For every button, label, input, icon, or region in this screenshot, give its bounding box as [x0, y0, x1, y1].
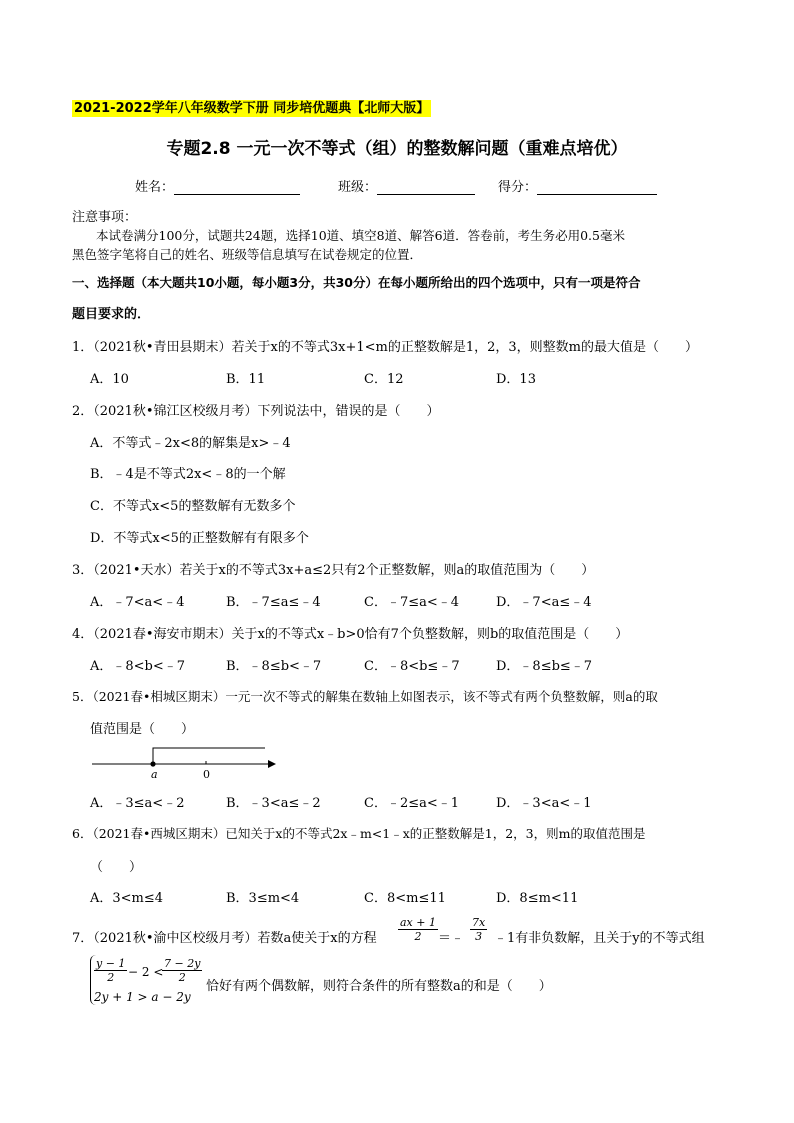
page-title: 专题2.8 一元一次不等式（组）的整数解问题（重难点培优）: [166, 139, 628, 159]
q7-system-fraction-2: [162, 957, 202, 984]
q7-system-fraction-1-numerator: y − 1: [96, 957, 126, 970]
point-a-dot: [150, 761, 155, 766]
q2-option-b[interactable]: B．﹣4是不等式2x<﹣8的一个解: [90, 467, 286, 482]
section1-heading-line-1: 一、选择题（本大题共10小题，每小题3分，共30分）在每小题所给出的四个选项中，只有一项是符合: [72, 275, 641, 290]
q3-option-a[interactable]: A．﹣7<a<﹣4: [90, 595, 185, 610]
name-field[interactable]: [135, 176, 300, 195]
q1-option-c[interactable]: C．12: [364, 372, 404, 387]
q7-stem-tail: 恰好有两个偶数解，则符合条件的所有整数a的和是（ ）: [206, 979, 552, 994]
q5-option-c[interactable]: C．﹣2≤a<﹣1: [364, 796, 460, 811]
q7-system-fraction-2-numerator: 7 − 2y: [164, 957, 201, 970]
q7-system-fraction-1: [94, 957, 127, 984]
q2-option-a[interactable]: A．不等式﹣2x<8的解集是x>﹣4: [90, 436, 291, 451]
q7-system-middle: − 2 <: [128, 965, 164, 979]
q7-system-fraction-2-denominator: 2: [178, 971, 186, 984]
q1-option-b[interactable]: B．11: [226, 372, 266, 387]
q7-system-fraction-1-denominator: 2: [107, 971, 115, 984]
q7-stem-middle: ﹣1有非负数解，且关于y的不等式组: [494, 931, 705, 946]
q6-stem-line-2: （ ）: [90, 860, 143, 875]
score-label: 得分：: [498, 180, 538, 195]
name-label: 姓名：: [135, 180, 175, 195]
q7-fraction-1-denominator: 2: [414, 930, 422, 943]
series-header: 2021-2022学年八年级数学下册 同步培优题典【北师大版】: [74, 101, 430, 116]
q7-fraction-2-numerator: 7x: [472, 916, 486, 929]
axis-label-zero: 0: [203, 768, 210, 781]
q4-stem: 4．（2021春•海安市期末）关于x的不等式x﹣b>0恰有7个负整数解，则b的取值范围是（ ）: [72, 627, 629, 642]
q4-option-d[interactable]: D．﹣8≤b≤﹣7: [496, 659, 593, 674]
q2-option-d[interactable]: D．不等式x<5的正整数解有有限多个: [90, 531, 309, 546]
section1-heading-line-2: 题目要求的．: [72, 307, 151, 322]
q7-stem-equals: ＝﹣: [438, 931, 465, 946]
q4-option-c[interactable]: C．﹣8<b≤﹣7: [364, 659, 460, 674]
class-field[interactable]: [338, 176, 475, 195]
q1-option-d[interactable]: D．13: [496, 372, 536, 387]
number-line-figure: [92, 742, 276, 782]
q6-option-d[interactable]: D．8≤m<11: [496, 891, 579, 906]
q7-stem-start: 7．（2021秋•渝中区校级月考）若数a使关于x的方程: [72, 931, 377, 946]
q4-option-b[interactable]: B．﹣8≤b<﹣7: [226, 659, 322, 674]
q6-stem-line-1: 6．（2021春•西城区期末）已知关于x的不等式2x﹣m<1﹣x的正整数解是1，2，3，则m的取值范围是: [72, 826, 646, 841]
q3-stem: 3．（2021•天水）若关于x的不等式3x+a≤2只有2个正整数解，则a的取值范围为（ ）: [72, 563, 595, 578]
q5-stem-line-2: 值范围是（ ）: [90, 722, 195, 737]
q7-fraction-1-numerator: ax + 1: [400, 916, 436, 929]
q3-option-c[interactable]: C．﹣7≤a<﹣4: [364, 595, 460, 610]
q4-option-a[interactable]: A．﹣8<b<﹣7: [90, 659, 186, 674]
q2-stem: 2．（2021秋•锦江区校级月考）下列说法中，错误的是（ ）: [72, 404, 440, 419]
q1-option-a[interactable]: A．10: [90, 372, 129, 387]
solution-set-bracket: [153, 748, 265, 764]
notes-heading: 注意事项：: [72, 210, 138, 225]
axis-label-a: a: [151, 768, 158, 781]
class-blank[interactable]: [377, 180, 475, 195]
name-blank[interactable]: [174, 180, 300, 195]
q7-fraction-2-denominator: 3: [475, 930, 483, 943]
score-blank[interactable]: [537, 180, 657, 195]
q1-stem: 1．（2021秋•青田县期末）若关于x的不等式3x+1<m的正整数解是1，2，3，则整数m的最大值是（ ）: [72, 340, 698, 355]
score-field[interactable]: [498, 176, 657, 195]
q7-system-line-2: 2y + 1 > a − 2y: [94, 990, 191, 1004]
q5-option-b[interactable]: B．﹣3<a≤﹣2: [226, 796, 321, 811]
q5-stem-line-1: 5．（2021春•相城区期末）一元一次不等式的解集在数轴上如图表示，该不等式有两个负整数解，则a的取: [72, 689, 658, 704]
q5-option-d[interactable]: D．﹣3<a<﹣1: [496, 796, 592, 811]
notes-line-2: 黑色签字笔将自己的姓名、班级等信息填写在试卷规定的位置．: [72, 247, 423, 262]
q7-fraction-2: [470, 916, 487, 943]
q2-option-c[interactable]: C．不等式x<5的整数解有无数多个: [90, 499, 296, 514]
q6-option-a[interactable]: A．3<m≤4: [90, 891, 164, 906]
q6-option-c[interactable]: C．8<m≤11: [364, 891, 446, 906]
notes-line-1: 本试卷满分100分，试题共24题，选择10道、填空8道、解答6道．答卷前，考生务必用0.5毫米: [96, 228, 625, 243]
q3-option-b[interactable]: B．﹣7≤a≤﹣4: [226, 595, 321, 610]
q6-option-b[interactable]: B．3≤m<4: [226, 891, 300, 906]
class-label: 班级：: [338, 180, 378, 195]
q3-option-d[interactable]: D．﹣7<a≤﹣4: [496, 595, 592, 610]
q7-fraction-1: [398, 916, 438, 943]
number-line-arrow: [268, 760, 276, 768]
q5-option-a[interactable]: A．﹣3≤a<﹣2: [90, 796, 185, 811]
